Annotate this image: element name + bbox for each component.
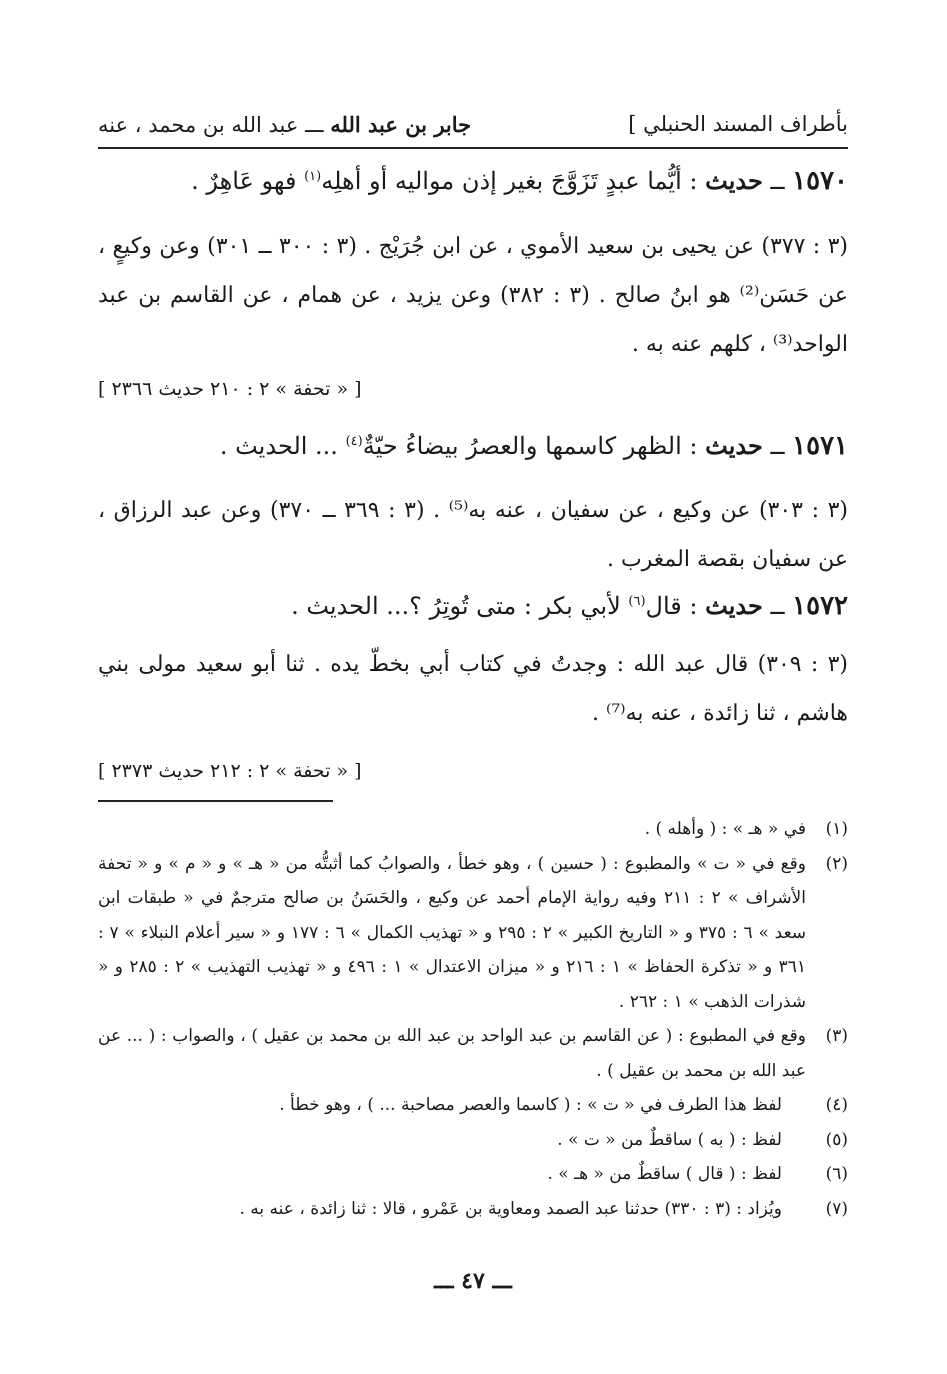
hadith-text: : قال [645, 592, 706, 620]
footnote-rule [98, 800, 333, 802]
hadith-number: ١٥٧١ [792, 431, 848, 461]
footnote-number: (٥) [825, 1129, 848, 1150]
hadith-dash: ــ [762, 432, 793, 460]
footnote [98, 1192, 848, 1227]
footnote [98, 1157, 848, 1192]
header-chain [98, 112, 471, 137]
footnote-text: لفظ : ( قال ) ساقطٌ من « هـ » . [547, 1164, 782, 1184]
footnote-number: (٢) [825, 853, 848, 874]
hadith-dash: ــ [762, 167, 793, 195]
hadith-source: (٣ : ٣٧٧) عن يحيى بن سعيد الأموي ، عن ابن جُرَيْج . (٣ : ٣٠٠ ــ ٣٠١) وعن وكيعٍ ، عن حَسَن⁽²⁾ هو ابنُ صالح . (٣ : ٣٨٢) وعن يزيد ، عن همام ، عن القاسم بن عبد الواحد⁽³⁾ ، كلهم عنه به . [98, 234, 848, 357]
hadith-word: حديث [705, 591, 763, 620]
hadith-word: حديث [705, 431, 763, 460]
hadith-number: ١٥٧٢ [792, 591, 848, 621]
footnote-ref: (١) [304, 169, 322, 184]
page-number: ـــ ٤٧ ـــ [434, 1268, 512, 1294]
tuhfa-reference: [ « تحفة » ٢ : ٢١٠ حديث ٢٣٦٦ ] [98, 378, 362, 400]
footnote-number: (٣) [825, 1026, 848, 1046]
hadith-heading [98, 430, 848, 464]
footnote-text: لفظ هذا الطرف في « ت » : ( كاسما والعصر مصاحبة ... ) ، وهو خطأ . [279, 1095, 782, 1115]
footnote [98, 1123, 848, 1158]
hadith-source: (٣ : ٣٠٩) قال عبد الله : وجدتُ في كتاب أبي بخطّ يده . ثنا أبو سعيد مولى بني هاشم ، ثنا زائدة ، عنه به⁽⁷⁾ . [98, 652, 849, 726]
footnote-number: (١) [825, 819, 848, 839]
hadith-text-tail: فهو عَاهِرٌ . [191, 167, 305, 195]
footnote [98, 847, 848, 1020]
footnote-text: وقع في « ت » والمطبوع : ( حسين ) ، وهو خطأ ، والصوابُ كما أثبتُّه من « هـ » و « م » و « تحفة الأشراف » ٢ : ٢١١ وفيه رواية الإمام أحمد عن وكيع ، والحَسَنُ بن صالح مترجمٌ في « طبقات ابن سعد » ٦ : ٣٧٥ و « التاريخ الكبير » ٢ : ٢٩٥ و « تهذيب الكمال » ٦ : ١٧٧ و « سير أعلام النبلاء » ٧ : ٣٦١ و « تذكرة الحفاظ » ١ : ٢١٦ و « ميزان الاعتدال » ١ : ٤٩٦ و « تهذيب التهذيب » ٢ : ٢٨٥ و « شذرات الذهب » ١ : ٢٦٢ . [98, 853, 807, 1012]
hadith-text-tail: ... الحديث . [219, 432, 346, 460]
hadith-dash: ــ [762, 592, 793, 620]
hadith-source: (٣ : ٣٠٣) عن وكيع ، عن سفيان ، عنه به⁽⁵⁾ . (٣ : ٣٦٩ ــ ٣٧٠) وعن عبد الرزاق ، عن سفيان بقصة المغرب . [98, 498, 848, 572]
hadith-text: : أيُّما عبدٍ تَزَوَّجَ بغير إذن مواليه أو أهلِه [321, 167, 706, 195]
footnote-ref: (٦) [628, 594, 646, 609]
hadith-text: : الظهر كاسمها والعصرُ بيضاءُ حيّةٌ [362, 432, 706, 460]
footnote-text: في « هـ » : ( وأهله ) . [644, 819, 806, 839]
hadith-heading [98, 590, 848, 624]
footnotes [98, 812, 848, 1226]
footnote [98, 812, 848, 847]
hadith-text-tail: لأبي بكر : متى تُوتِرُ ؟... الحديث . [291, 592, 629, 620]
header-chain-name: جابر بن عبد الله [330, 111, 472, 137]
footnote-number: (٧) [825, 1198, 848, 1219]
footnote-ref: (٤) [345, 434, 363, 449]
hadith-heading [98, 165, 848, 199]
footnote-number: (٤) [825, 1095, 848, 1115]
footnote [98, 1088, 848, 1123]
footnote-text: ويُزاد : (٣ : ٣٣٠) حدثنا عبد الصمد ومعاوية بن عَمْرو ، قالا : ثنا زائدة ، عنه به . [239, 1198, 782, 1219]
footnote-text: لفظ : ( به ) ساقطٌ من « ت » . [557, 1129, 782, 1150]
page [98, 0, 848, 1374]
footnote-text: وقع في المطبوع : ( عن القاسم بن عبد الواحد بن عبد الله بن محمد بن عقيل ) ، والصواب : ( ... عن عبد الله بن محمد بن عقيل ) . [98, 1026, 806, 1081]
header-chain-rest: ـــ عبد الله بن محمد ، عنه [98, 112, 331, 137]
hadith-word: حديث [705, 166, 763, 195]
hadith-number: ١٥٧٠ [792, 166, 848, 196]
running-header [98, 104, 848, 144]
tuhfa-reference: [ « تحفة » ٢ : ٢١٢ حديث ٢٣٧٣ ] [98, 760, 362, 782]
header-book-title: بأطراف المسند الحنبلي ] [628, 112, 848, 136]
footnote [98, 1019, 848, 1088]
header-rule [98, 147, 848, 149]
footnote-number: (٦) [825, 1164, 848, 1184]
